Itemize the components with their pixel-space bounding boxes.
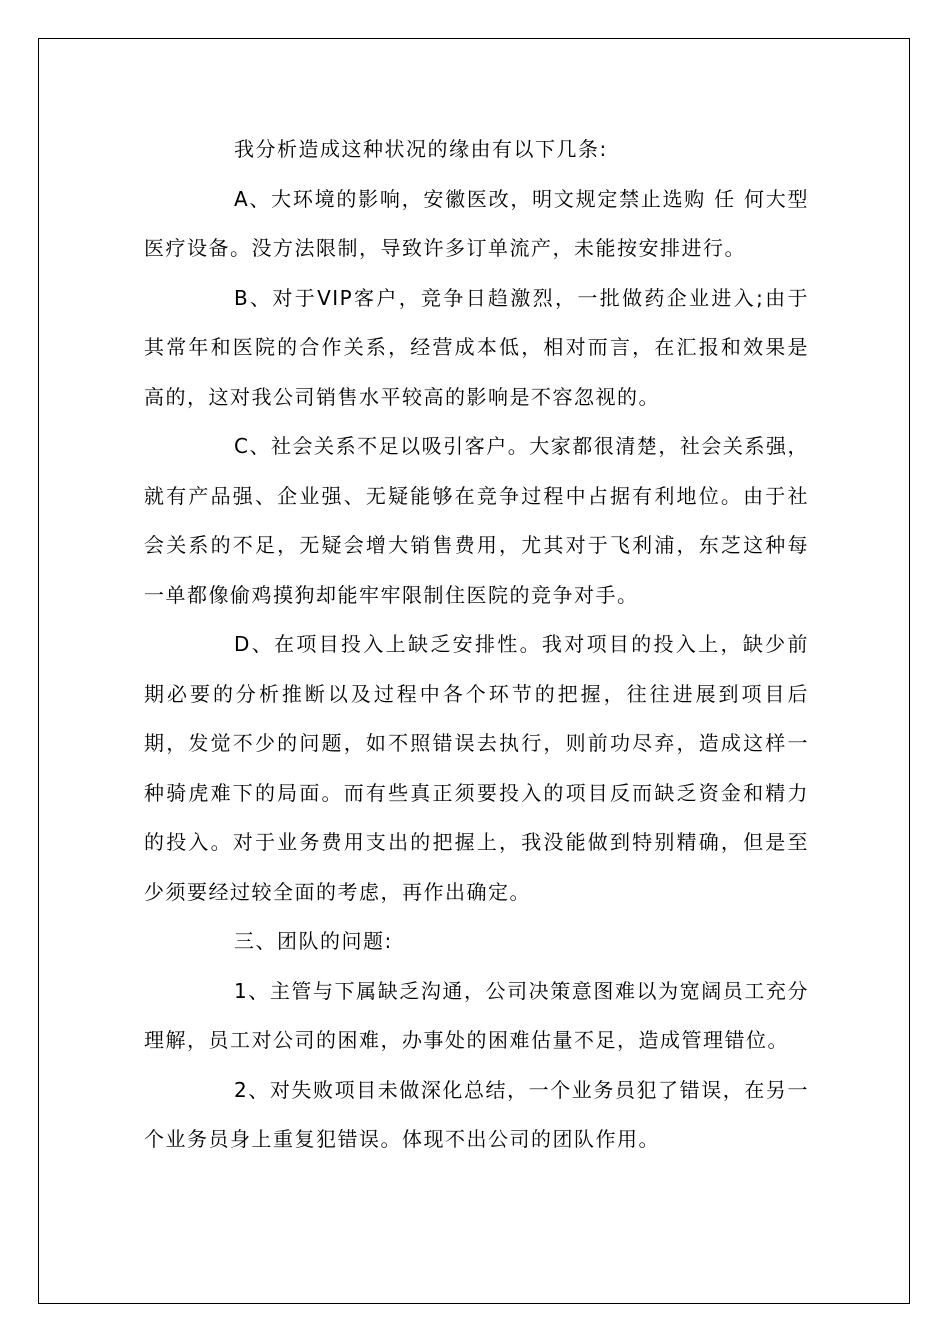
paragraph-team-2: 2、对失败项目未做深化总结，一个业务员犯了错误，在另一个业务员身上重复犯错误。体现不出公司的团队作用。 [144,1077,809,1151]
section-heading-team: 三、团队的问题: [234,929,393,953]
paragraph-reason-c: C、社会关系不足以吸引客户。大家都很清楚，社会关系强，就有产品强、企业强、无疑能够在竞争过程中占据有利地位。由于社会关系的不足，无疑会增大销售费用，尤其对于飞利浦，东芝这种每一单都像偷鸡摸狗却能牢牢限制住医院的竞争对手。 [144,434,809,607]
paragraph-team-1: 1、主管与下属缺乏沟通，公司决策意图难以为宽阔员工充分理解，员工对公司的困难，办事处的困难估量不足，造成管理错位。 [144,978,809,1052]
paragraph-reason-d: D、在项目投入上缺乏安排性。我对项目的投入上，缺少前期必要的分析推断以及过程中各个环节的把握，往往进展到项目后期，发觉不少的问题，如不照错误去执行，则前功尽弃，造成这样一种骑虎难下的局面。而有些真正须要投入的项目反而缺乏资金和精力的投入。对于业务费用支出的把握上，我没能做到特别精确，但是至少须要经过较全面的考虑，再作出确定。 [144,632,809,904]
paragraph-reason-b: B、对于VIP客户，竞争日趋激烈，一批做药企业进入;由于其常年和医院的合作关系，经营成本低，相对而言，在汇报和效果是高的，这对我公司销售水平较高的影响是不容忽视的。 [144,285,809,409]
paragraph-intro: 我分析造成这种状况的缘由有以下几条: [234,137,608,161]
paragraph-reason-a: A、大环境的影响，安徽医改，明文规定禁止选购 任 何大型医疗设备。没方法限制，导致许多订单流产，未能按安排进行。 [144,186,809,260]
document-body [144,125,809,1165]
